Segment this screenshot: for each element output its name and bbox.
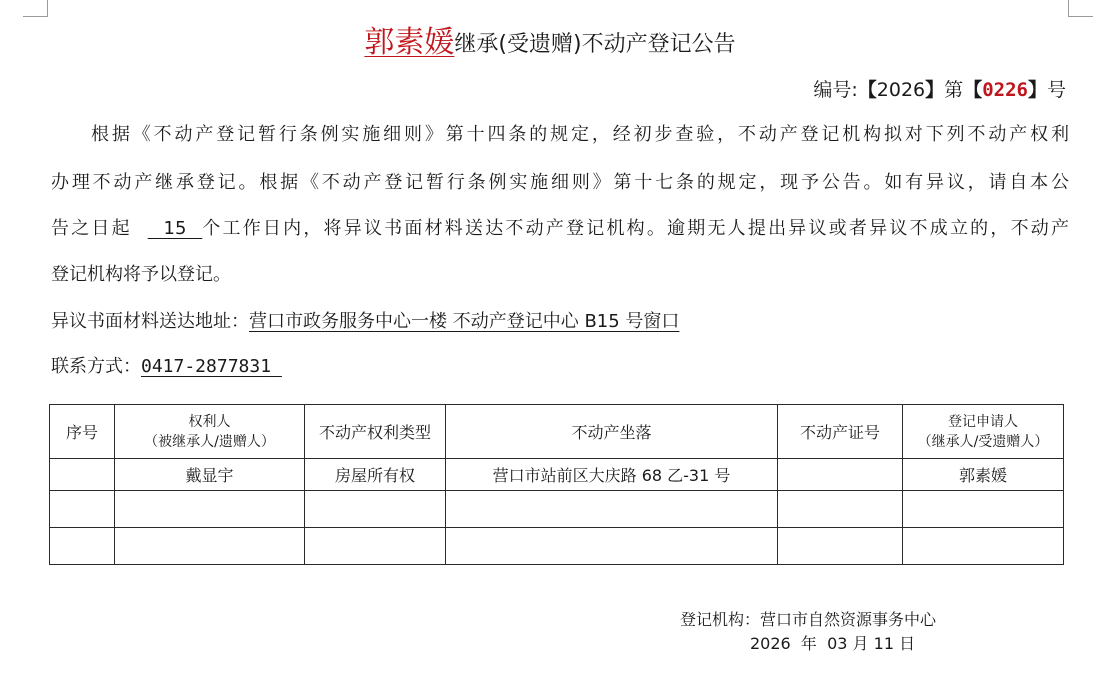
notice-title (0, 20, 1100, 68)
header-applicant (903, 405, 1064, 459)
empty-cell (446, 491, 778, 528)
header-applicant-line2: （继承人/受遗赠人） (917, 433, 1049, 450)
empty-cell (778, 528, 903, 565)
date-day-unit: 日 (899, 634, 916, 653)
header-applicant-line1: 登记申请人 (948, 413, 1018, 430)
contact-info (51, 354, 1069, 380)
empty-cell (903, 528, 1064, 565)
empty-cell (305, 528, 446, 565)
doc-bracket-open-1: 【 (857, 79, 877, 101)
header-cert-no: 不动产证号 (778, 405, 903, 459)
body-line-3-before: 告之日起 (51, 218, 132, 239)
date-day: 11 (873, 634, 894, 653)
table-header-row (50, 405, 1064, 459)
page-corner-mark-left (23, 0, 48, 17)
empty-cell (50, 528, 115, 565)
doc-bracket-close-1: 】 (925, 79, 945, 101)
objection-days-value: 15 (163, 218, 187, 239)
header-no: 序号 (50, 405, 115, 459)
title-applicant-name: 郭素媛 (364, 25, 455, 60)
contact-phone (141, 356, 282, 377)
empty-cell (903, 491, 1064, 528)
doc-number-year: 2026 (876, 79, 926, 101)
signature-organization (680, 608, 936, 632)
header-location: 不动产坐落 (446, 405, 778, 459)
header-holder-line2: （被继承人/遗赠人） (144, 433, 275, 450)
contact-phone-value: 0417-2877831 (141, 356, 272, 377)
cell-right-type: 房屋所有权 (305, 459, 446, 491)
header-holder (115, 405, 305, 459)
signature-date (750, 632, 915, 656)
body-line-3 (51, 216, 1069, 242)
objection-address-value: 营口市政务服务中心一楼 不动产登记中心 B15 号窗口 (249, 311, 680, 332)
doc-number-serial: 0226 (982, 79, 1028, 101)
header-right-type: 不动产权利类型 (305, 405, 446, 459)
body-line-2: 办理不动产继承登记。根据《不动产登记暂行条例实施细则》第十七条的规定，现予公告。如有异议，请自本公 (51, 172, 1069, 193)
header-holder-line1: 权利人 (188, 413, 231, 430)
body-line-3-after: 个工作日内，将异议书面材料送达不动产登记机构。逾期无人提出异议或者异议不成立的，不动产 (202, 218, 1069, 239)
empty-cell (50, 491, 115, 528)
signature-org-name: 营口市自然资源事务中心 (760, 610, 937, 629)
doc-bracket-close-2: 】 (1027, 79, 1047, 101)
empty-cell (305, 491, 446, 528)
table-row (50, 459, 1064, 491)
registration-table (49, 404, 1064, 565)
empty-cell (446, 528, 778, 565)
table-row-empty (50, 491, 1064, 528)
doc-number-prefix: 编号: (813, 79, 858, 101)
objection-days (148, 218, 203, 239)
title-suffix: 继承(受遗赠)不动产登记公告 (454, 32, 736, 57)
empty-cell (115, 528, 305, 565)
signature-org-label: 登记机构： (680, 610, 761, 629)
table-row-empty (50, 528, 1064, 565)
date-month-unit: 月 (852, 634, 869, 653)
objection-address-label: 异议书面材料送达地址： (51, 311, 249, 332)
doc-bracket-open-2: 【 (963, 79, 983, 101)
date-year-unit: 年 (800, 634, 817, 653)
cell-applicant: 郭素媛 (903, 459, 1064, 491)
body-line-1: 根据《不动产登记暂行条例实施细则》第十四条的规定，经初步查验，不动产登记机构拟对下列不动产权利 (91, 124, 1069, 145)
doc-number-middle: 第 (944, 79, 964, 101)
date-year: 2026 (750, 634, 791, 653)
empty-cell (115, 491, 305, 528)
date-month: 03 (827, 634, 848, 653)
contact-label: 联系方式： (51, 356, 141, 377)
doc-number-suffix: 号 (1046, 79, 1066, 101)
page-corner-mark-right (1068, 0, 1093, 17)
cell-cert-no (778, 459, 903, 491)
cell-location: 营口市站前区大庆路 68 乙-31 号 (446, 459, 778, 491)
empty-cell (778, 491, 903, 528)
cell-holder: 戴显宇 (115, 459, 305, 491)
body-line-4: 登记机构将予以登记。 (51, 264, 231, 285)
objection-address (51, 309, 1069, 335)
cell-no (50, 459, 115, 491)
document-number (813, 77, 1066, 103)
